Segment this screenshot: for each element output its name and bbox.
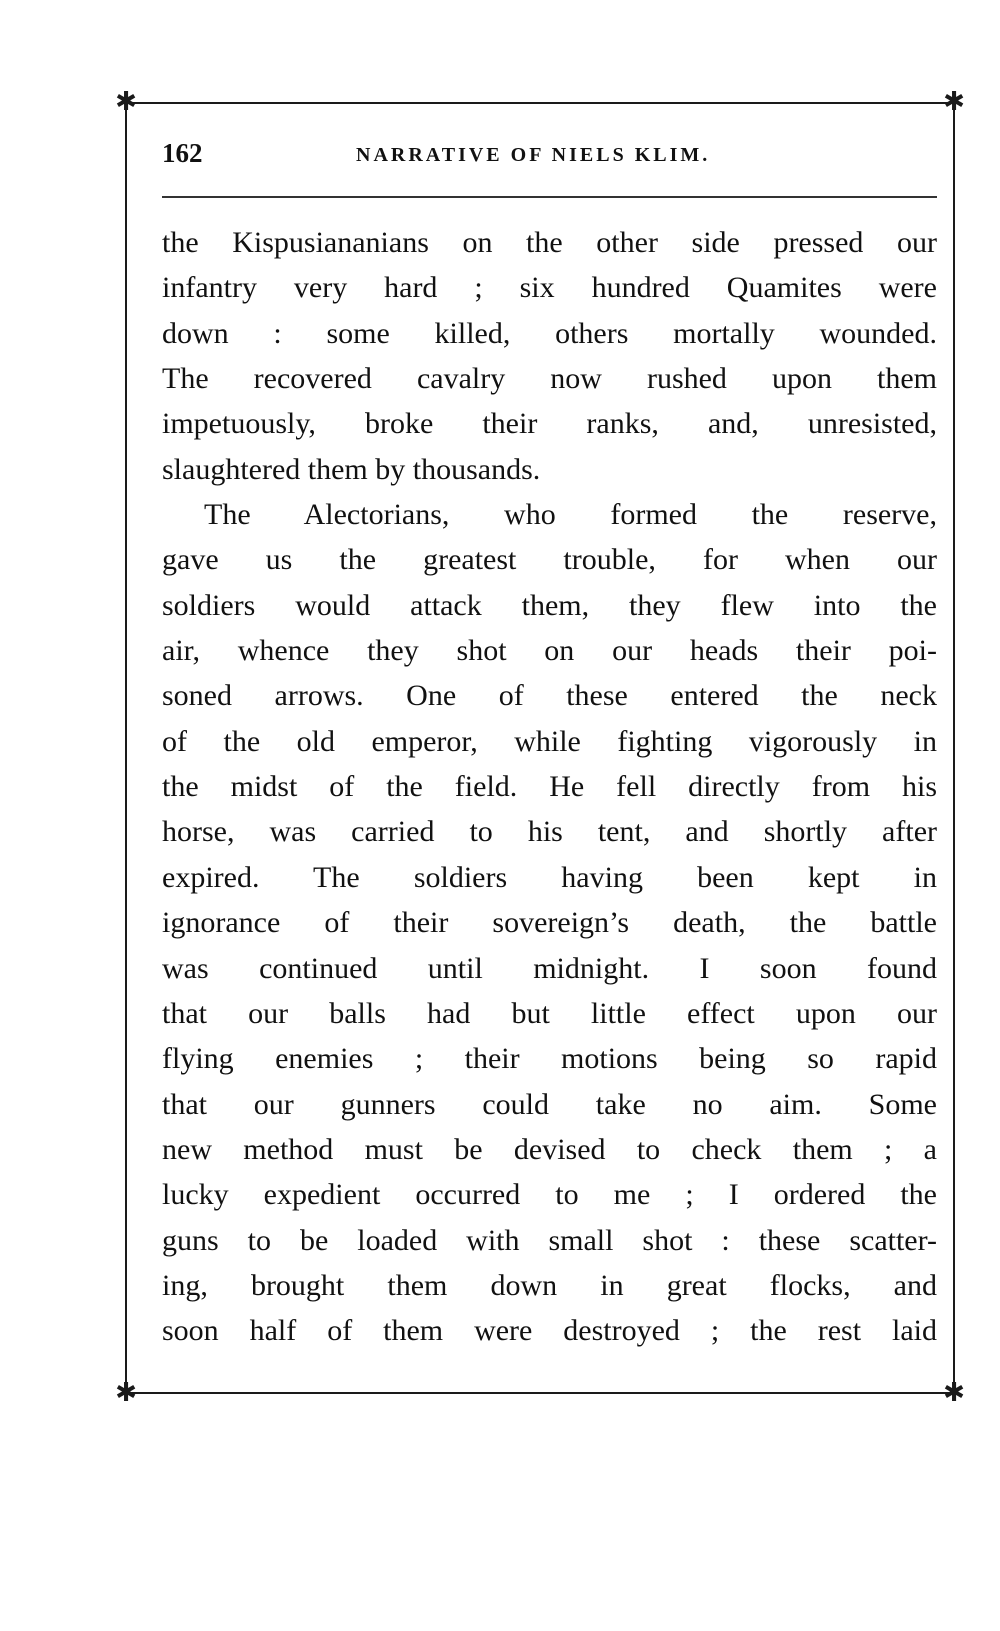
text-line: slaughtered them by thousands. bbox=[162, 452, 541, 486]
text-line: soon half of them were destroyed ; the rest laid bbox=[162, 1314, 937, 1348]
text-line: expired. The soldiers having been kept in bbox=[162, 860, 937, 894]
text-line: ignorance of their sovereign’s death, the battle bbox=[162, 906, 937, 940]
text-line: gave us the greatest trouble, for when our bbox=[162, 543, 937, 577]
text-line: impetuously, broke their ranks, and, unresisted, bbox=[162, 407, 937, 441]
running-head: NARRATIVE OF NIELS KLIM. bbox=[356, 144, 711, 166]
text-line: down : some killed, others mortally wounded. bbox=[162, 316, 937, 350]
corner-ornament-icon: ✱ bbox=[943, 1378, 965, 1408]
text-line: soned arrows. One of these entered the neck bbox=[162, 679, 937, 713]
frame-top-rule bbox=[125, 102, 955, 104]
text-line: of the old emperor, while fighting vigorously in bbox=[162, 724, 937, 758]
text-line: was continued until midnight. I soon found bbox=[162, 951, 937, 985]
frame-bottom-rule bbox=[125, 1392, 955, 1394]
text-line: The recovered cavalry now rushed upon them bbox=[162, 362, 937, 396]
text-line: that our balls had but little effect upon our bbox=[162, 996, 937, 1030]
text-line: infantry very hard ; six hundred Quamites were bbox=[162, 271, 937, 305]
frame-left-rule bbox=[125, 102, 127, 1393]
text-line: new method must be devised to check them ; a bbox=[162, 1132, 937, 1166]
header-rule bbox=[162, 196, 937, 198]
text-line: air, whence they shot on our heads their poi- bbox=[162, 634, 937, 668]
text-line: that our gunners could take no aim. Some bbox=[162, 1087, 937, 1121]
text-line: ing, brought them down in great flocks, and bbox=[162, 1268, 937, 1302]
text-line: guns to be loaded with small shot : these scatter- bbox=[162, 1223, 937, 1257]
text-line: The Alectorians, who formed the reserve, bbox=[204, 498, 937, 532]
text-line: the Kispusiananians on the other side pressed our bbox=[162, 226, 937, 259]
text-line: the midst of the field. He fell directly from his bbox=[162, 770, 937, 804]
text-line: flying enemies ; their motions being so rapid bbox=[162, 1042, 937, 1076]
page-header bbox=[162, 138, 937, 178]
corner-ornament-icon: ✱ bbox=[943, 87, 965, 117]
corner-ornament-icon: ✱ bbox=[115, 1378, 137, 1408]
page-number: 162 bbox=[162, 138, 203, 168]
text-line: soldiers would attack them, they flew into the bbox=[162, 588, 937, 622]
text-line: horse, was carried to his tent, and shortly after bbox=[162, 815, 937, 849]
corner-ornament-icon: ✱ bbox=[115, 87, 137, 117]
text-line: lucky expedient occurred to me ; I ordered the bbox=[162, 1178, 937, 1212]
frame-right-rule bbox=[953, 102, 955, 1393]
body-text bbox=[162, 220, 937, 1354]
